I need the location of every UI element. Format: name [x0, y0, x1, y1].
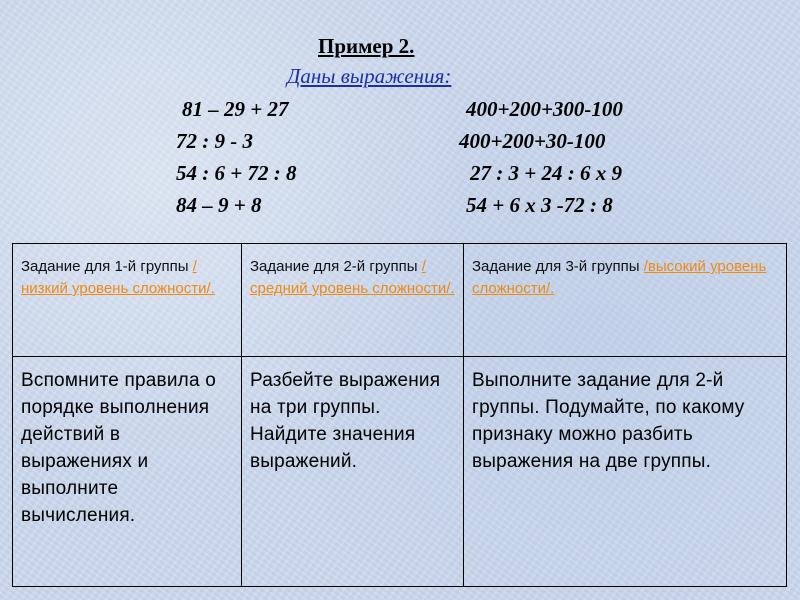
group-3-task-text: Выполните задание для 2-й группы. Подумайте, по какому признаку можно разбить выражения на две группы.	[472, 370, 745, 472]
group-1-task-text: Вспомните правила о порядке выполнения действий в выражениях и выполните вычисления.	[21, 370, 216, 526]
expression-right-1: 400+200+300-100	[466, 97, 623, 121]
example-title: Пример 2.	[318, 34, 415, 58]
expression-left-2: 72 : 9 - 3	[176, 129, 253, 153]
table-body-row	[13, 357, 787, 587]
expression-left-1: 81 – 29 + 27	[182, 97, 289, 121]
task-table	[12, 243, 787, 587]
header-cell-group-1	[13, 244, 242, 357]
group-2-task-text: Разбейте выражения на три группы. Найдите значения выражений.	[250, 370, 441, 472]
group-1-task-label: Задание для 1-й группы	[21, 258, 193, 275]
expression-right-3: 27 : 3 + 24 : 6 x 9	[470, 161, 622, 185]
expression-right-4: 54 + 6 x 3 -72 : 8	[466, 193, 613, 217]
given-expressions-label: Даны выражения:	[287, 64, 452, 88]
group-2-level-link[interactable]: /средний уровень сложности/.	[250, 258, 455, 297]
table-header-row	[13, 244, 787, 357]
expression-left-4: 84 – 9 + 8	[176, 193, 262, 217]
group-3-level-link[interactable]: /высокий уровень сложности/.	[472, 258, 767, 297]
task-cell-group-3	[464, 357, 787, 587]
task-cell-group-2	[242, 357, 464, 587]
group-2-task-label: Задание для 2-й группы	[250, 258, 422, 275]
header-cell-group-2	[242, 244, 464, 357]
expression-left-3: 54 : 6 + 72 : 8	[176, 161, 297, 185]
group-1-level-link[interactable]: /низкий уровень сложности/.	[21, 258, 215, 297]
task-cell-group-1	[13, 357, 242, 587]
group-3-task-label: Задание для 3-й группы	[472, 258, 644, 275]
expression-right-2: 400+200+30-100	[459, 129, 606, 153]
header-cell-group-3	[464, 244, 787, 357]
